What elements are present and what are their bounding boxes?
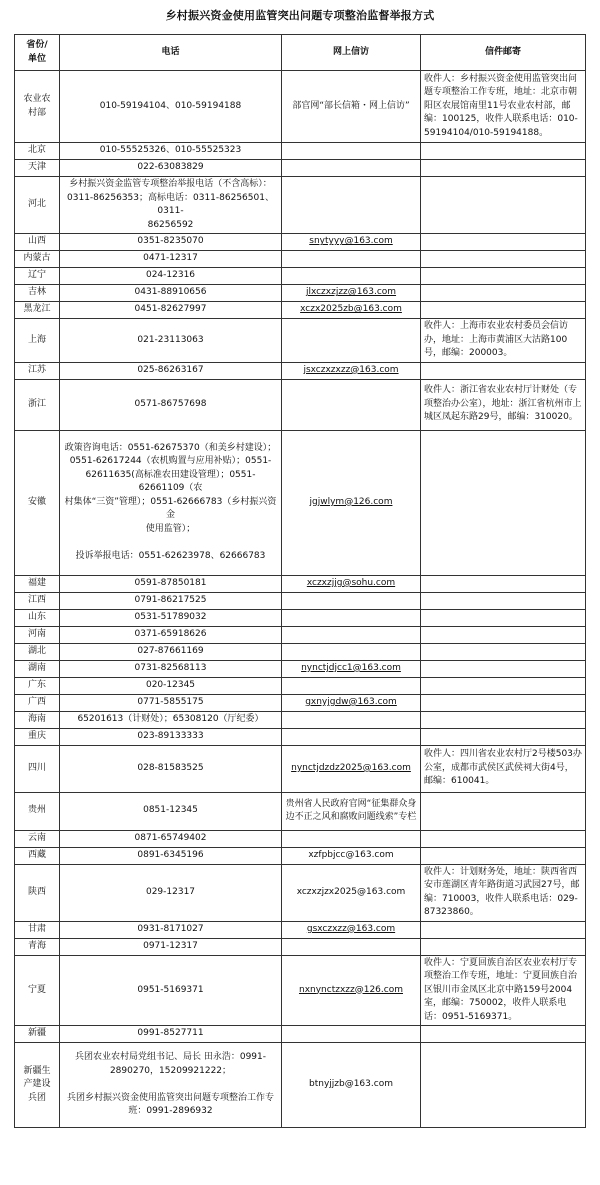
web-cell xyxy=(282,362,421,379)
mail-cell xyxy=(421,938,586,955)
mail-cell xyxy=(421,711,586,728)
table-header-row xyxy=(15,35,586,71)
province-cell: 江苏 xyxy=(15,362,60,379)
table-row xyxy=(15,285,586,302)
phone-cell: 0571-86757698 xyxy=(60,379,282,430)
web-cell xyxy=(282,319,421,363)
header-mail: 信件邮寄 xyxy=(421,35,586,71)
phone-cell: 乡村振兴资金监管专项整治举报电话（不含高标）： 0311-86256353；高标电话：0311-86256501、0311- 86256592 xyxy=(60,177,282,234)
web-cell xyxy=(282,921,421,938)
web-text: 部官网“部长信箱・网上信访” xyxy=(292,100,410,111)
phone-cell: 0531-51789032 xyxy=(60,609,282,626)
province-cell: 上海 xyxy=(15,319,60,363)
province-cell: 浙江 xyxy=(15,379,60,430)
web-cell xyxy=(282,234,421,251)
web-cell xyxy=(282,864,421,921)
phone-cell: 0731-82568113 xyxy=(60,660,282,677)
province-cell: 农业农 村部 xyxy=(15,71,60,143)
phone-cell: 027-87661169 xyxy=(60,643,282,660)
web-cell xyxy=(282,728,421,745)
web-text: 贵州省人民政府官网“征集群众身边不正之风和腐败问题线索”专栏 xyxy=(285,798,417,822)
mail-cell: 收件人：宁夏回族自治区农业农村厅专项整治工作专班，地址：宁夏回族自治区银川市金凤区北京中路159号2004室，邮编：750002，收件人联系电话：0951-5169371。 xyxy=(421,955,586,1026)
web-cell xyxy=(282,285,421,302)
table-row xyxy=(15,609,586,626)
table-row xyxy=(15,143,586,160)
mail-cell xyxy=(421,251,586,268)
province-cell: 甘肃 xyxy=(15,921,60,938)
mail-cell xyxy=(421,362,586,379)
province-cell: 江西 xyxy=(15,592,60,609)
email-link[interactable]: gxnyjgdw@163.com xyxy=(305,696,397,707)
mail-cell xyxy=(421,1043,586,1128)
phone-cell: 0991-8527711 xyxy=(60,1026,282,1043)
table-row xyxy=(15,251,586,268)
province-cell: 北京 xyxy=(15,143,60,160)
header-province: 省份/ 单位 xyxy=(15,35,60,71)
table-row xyxy=(15,1026,586,1043)
phone-cell: 政策咨询电话：0551-62675370（和美乡村建设）； 0551-62617244（农机购置与应用补贴）；0551- 62611635(高标准农田建设管理）；0551-62661109（农 村集体“三资”管理）；0551-62666783（乡村振兴资金 使用监管）； 投诉举报电话：0551-62623978、62666783 xyxy=(60,430,282,575)
table-row xyxy=(15,362,586,379)
province-cell: 四川 xyxy=(15,745,60,792)
web-cell xyxy=(282,694,421,711)
table-row xyxy=(15,921,586,938)
mail-cell: 收件人：浙江省农业农村厅计财处（专项整治办公室），地址：浙江省杭州市上城区凤起东路29号，邮编：310020。 xyxy=(421,379,586,430)
web-cell xyxy=(282,955,421,1026)
table-row xyxy=(15,592,586,609)
phone-cell: 0891-6345196 xyxy=(60,847,282,864)
mail-cell xyxy=(421,609,586,626)
mail-cell xyxy=(421,792,586,830)
table-row xyxy=(15,728,586,745)
email-link[interactable]: nxnynctzxzz@126.com xyxy=(298,984,403,995)
table-row xyxy=(15,847,586,864)
table-row xyxy=(15,160,586,177)
mail-cell xyxy=(421,728,586,745)
mail-cell xyxy=(421,285,586,302)
table-row xyxy=(15,71,586,143)
web-cell xyxy=(282,1026,421,1043)
table-row xyxy=(15,864,586,921)
province-cell: 重庆 xyxy=(15,728,60,745)
table-row xyxy=(15,830,586,847)
mail-cell xyxy=(421,592,586,609)
mail-cell xyxy=(421,626,586,643)
web-cell xyxy=(282,143,421,160)
table-row xyxy=(15,643,586,660)
report-table xyxy=(14,34,586,1128)
web-cell xyxy=(282,847,421,864)
table-row xyxy=(15,268,586,285)
email-link[interactable]: snytyyy@163.com xyxy=(309,236,393,247)
web-cell xyxy=(282,830,421,847)
email-link[interactable]: jgjwlym@126.com xyxy=(309,496,393,507)
web-cell xyxy=(282,268,421,285)
province-cell: 西藏 xyxy=(15,847,60,864)
phone-cell: 0931-8171027 xyxy=(60,921,282,938)
phone-cell: 028-81583525 xyxy=(60,745,282,792)
province-cell: 云南 xyxy=(15,830,60,847)
phone-cell: 024-12316 xyxy=(60,268,282,285)
phone-cell: 022-63083829 xyxy=(60,160,282,177)
mail-cell xyxy=(421,302,586,319)
province-cell: 陕西 xyxy=(15,864,60,921)
web-text: btnyjjzb@163.com xyxy=(309,1079,393,1090)
table-row xyxy=(15,234,586,251)
phone-cell: 023-89133333 xyxy=(60,728,282,745)
table-row xyxy=(15,677,586,694)
email-link[interactable]: xczxzjjg@sohu.com xyxy=(306,577,396,588)
web-cell xyxy=(282,938,421,955)
email-link[interactable]: jlxczxzjzz@163.com xyxy=(305,287,397,298)
web-cell xyxy=(282,711,421,728)
phone-cell: 010-59194104、010-59194188 xyxy=(60,71,282,143)
mail-cell: 收件人：上海市农业农村委员会信访办，地址：上海市黄浦区大沽路100号，邮编：200003。 xyxy=(421,319,586,363)
province-cell: 贵州 xyxy=(15,792,60,830)
phone-cell: 021-23113063 xyxy=(60,319,282,363)
web-cell xyxy=(282,745,421,792)
table-row xyxy=(15,1043,586,1128)
province-cell: 内蒙古 xyxy=(15,251,60,268)
web-cell xyxy=(282,1043,421,1128)
province-cell: 海南 xyxy=(15,711,60,728)
table-row xyxy=(15,745,586,792)
web-cell xyxy=(282,302,421,319)
phone-cell: 010-55525326、010-55525323 xyxy=(60,143,282,160)
web-cell xyxy=(282,160,421,177)
mail-cell xyxy=(421,830,586,847)
province-cell: 青海 xyxy=(15,938,60,955)
table-row xyxy=(15,711,586,728)
table-row xyxy=(15,955,586,1026)
web-cell xyxy=(282,592,421,609)
province-cell: 湖南 xyxy=(15,660,60,677)
table-body xyxy=(15,71,586,1128)
phone-cell: 0351-8235070 xyxy=(60,234,282,251)
phone-cell: 029-12317 xyxy=(60,864,282,921)
table-row xyxy=(15,379,586,430)
mail-cell xyxy=(421,847,586,864)
province-cell: 辽宁 xyxy=(15,268,60,285)
province-cell: 河南 xyxy=(15,626,60,643)
table-row xyxy=(15,792,586,830)
province-cell: 安徽 xyxy=(15,430,60,575)
province-cell: 广东 xyxy=(15,677,60,694)
table-row xyxy=(15,430,586,575)
header-phone: 电话 xyxy=(60,35,282,71)
mail-cell xyxy=(421,143,586,160)
email-link[interactable]: nynctjdjcc1@163.com xyxy=(301,662,401,673)
phone-cell: 兵团农业农村局党组书记、局长 田永浩：0991- 2890270，15209921222； 兵团乡村振兴资金使用监管突出问题专项整治工作专 班：0991-2896932 xyxy=(60,1043,282,1128)
mail-cell xyxy=(421,575,586,592)
phone-cell: 0371-65918626 xyxy=(60,626,282,643)
province-cell: 山东 xyxy=(15,609,60,626)
web-cell xyxy=(282,792,421,830)
province-cell: 湖北 xyxy=(15,643,60,660)
province-cell: 黑龙江 xyxy=(15,302,60,319)
province-cell: 广西 xyxy=(15,694,60,711)
phone-cell: 0451-82627997 xyxy=(60,302,282,319)
table-row xyxy=(15,626,586,643)
web-text: xczxzjzx2025@163.com xyxy=(296,886,406,897)
phone-cell: 65201613（计财处）；65308120（厅纪委） xyxy=(60,711,282,728)
table-row xyxy=(15,694,586,711)
mail-cell xyxy=(421,268,586,285)
phone-cell: 0771-5855175 xyxy=(60,694,282,711)
province-cell: 新疆 xyxy=(15,1026,60,1043)
table-row xyxy=(15,938,586,955)
mail-cell xyxy=(421,921,586,938)
web-cell xyxy=(282,626,421,643)
web-cell xyxy=(282,430,421,575)
mail-cell xyxy=(421,660,586,677)
phone-cell: 0851-12345 xyxy=(60,792,282,830)
mail-cell: 收件人：乡村振兴资金使用监管突出问题专项整治工作专班，地址：北京市朝阳区农展馆南里11号农业农村部，邮编：100125，收件人联系电话：010-59194104/010-59194188。 xyxy=(421,71,586,143)
mail-cell xyxy=(421,234,586,251)
web-cell xyxy=(282,677,421,694)
web-cell xyxy=(282,643,421,660)
mail-cell xyxy=(421,694,586,711)
email-link[interactable]: gsxczxzz@163.com xyxy=(306,923,396,934)
table-row xyxy=(15,302,586,319)
email-link[interactable]: nynctjdzdz2025@163.com xyxy=(291,762,411,773)
phone-cell: 025-86263167 xyxy=(60,362,282,379)
mail-cell xyxy=(421,177,586,234)
mail-cell: 收件人：计划财务处，地址：陕西省西安市莲湖区青年路街道习武园27号，邮编：710003，收件人联系电话：029-87323860。 xyxy=(421,864,586,921)
phone-cell: 0971-12317 xyxy=(60,938,282,955)
mail-cell xyxy=(421,643,586,660)
province-cell: 山西 xyxy=(15,234,60,251)
phone-cell: 0591-87850181 xyxy=(60,575,282,592)
mail-cell xyxy=(421,1026,586,1043)
phone-cell: 0871-65749402 xyxy=(60,830,282,847)
mail-cell xyxy=(421,160,586,177)
phone-cell: 020-12345 xyxy=(60,677,282,694)
table-row xyxy=(15,575,586,592)
web-cell xyxy=(282,575,421,592)
province-cell: 吉林 xyxy=(15,285,60,302)
province-cell: 福建 xyxy=(15,575,60,592)
phone-cell: 0471-12317 xyxy=(60,251,282,268)
mail-cell xyxy=(421,677,586,694)
table-row xyxy=(15,319,586,363)
email-link[interactable]: jsxczxzxzz@163.com xyxy=(303,364,399,375)
province-cell: 天津 xyxy=(15,160,60,177)
header-web: 网上信访 xyxy=(282,35,421,71)
phone-cell: 0951-5169371 xyxy=(60,955,282,1026)
phone-cell: 0431-88910656 xyxy=(60,285,282,302)
table-row xyxy=(15,660,586,677)
mail-cell: 收件人：四川省农业农村厅2号楼503办公室，成都市武侯区武侯祠大街4号，邮编：610041。 xyxy=(421,745,586,792)
web-cell xyxy=(282,251,421,268)
page-title: 乡村振兴资金使用监管突出问题专项整治监督举报方式 xyxy=(165,9,435,22)
province-cell: 河北 xyxy=(15,177,60,234)
province-cell: 新疆生 产建设 兵团 xyxy=(15,1043,60,1128)
phone-cell: 0791-86217525 xyxy=(60,592,282,609)
web-cell xyxy=(282,71,421,143)
mail-cell xyxy=(421,430,586,575)
web-cell xyxy=(282,609,421,626)
table-row xyxy=(15,177,586,234)
province-cell: 宁夏 xyxy=(15,955,60,1026)
web-cell xyxy=(282,660,421,677)
web-cell xyxy=(282,177,421,234)
web-text: xzfpbjcc@163.com xyxy=(308,849,394,860)
email-link[interactable]: xczx2025zb@163.com xyxy=(300,304,402,315)
web-cell xyxy=(282,379,421,430)
